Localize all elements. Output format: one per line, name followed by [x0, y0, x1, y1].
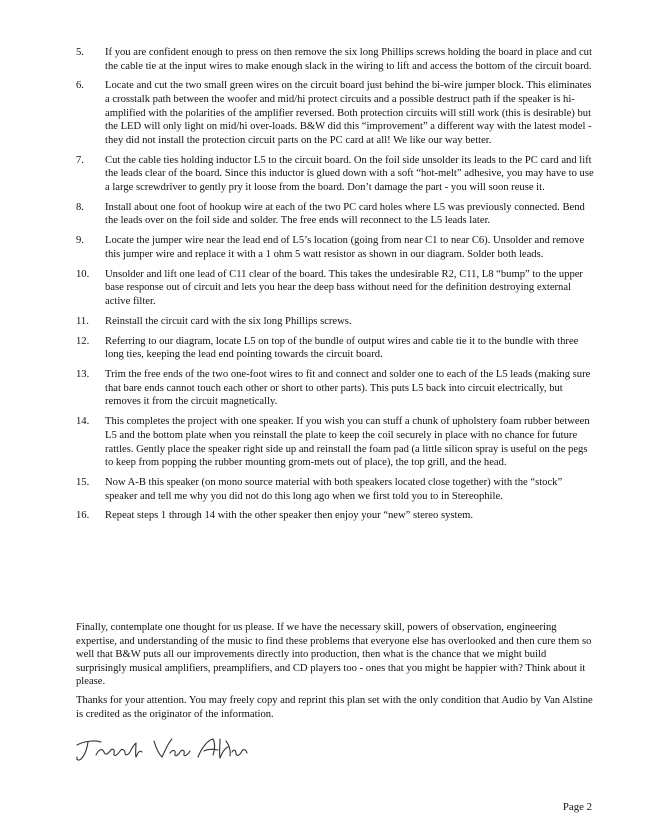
- thanks-paragraph: Thanks for your attention. You may freely copy and reprint this plan set with the only condition that Audio by Van Alstine is credited as the originator of the information.: [76, 695, 593, 720]
- step-number: 12.: [76, 335, 90, 347]
- step-text: Locate and cut the two small green wires on the circuit board just behind the bi-wire jumper block. This eliminates a crosstalk path between the woofer and mid/hi protect circuits and a possible destruct path if the speaker is hi-amplified with the polarities of the amplifier reversed. Both protection circuits will still work (this is desirable) but the LED will only light on mid/hi over-loads. B&W did this “improvement” a different way with the latest model - they did not install the protection circuit parts on the PC card at all! We like our way better.: [105, 80, 592, 146]
- step-item: [76, 335, 594, 362]
- step-text: Trim the free ends of the two one-foot wires to fit and connect and solder one to each of the L5 leads (making sure that bare ends cannot touch each other or short to other parts). This puts L5 back into circuit electrically, but removes it from the circuit magnetically.: [105, 369, 591, 408]
- step-item: [76, 476, 594, 503]
- step-text: This completes the project with one speaker. If you wish you can stuff a chunk of upholstery foam rubber between L5 and the bottom plate when you reinstall the plate to keep the coil securely in place with no chance for future rattles. Gently place the speaker right side up and reinstall the foam pad (a little silicon spray is useful on the pegs to keep from popping the rubber mounting grom-mets out of place), the top grill, and the head.: [105, 416, 590, 469]
- step-item: [76, 46, 594, 73]
- instruction-steps-list: [76, 46, 594, 529]
- page-number: Page 2: [562, 801, 592, 813]
- step-item: [76, 415, 594, 469]
- step-item: [76, 154, 594, 195]
- step-text: Referring to our diagram, locate L5 on top of the bundle of output wires and cable tie it to the bundle with three long ties, keeping the lead end pointing towards the circuit board.: [105, 335, 579, 361]
- step-text: Unsolder and lift one lead of C11 clear of the board. This takes the undesirable R2, C11, L8 “bump” to the upper base response out of circuit and lets you hear the deep bass without need for the definition destroying external active filter.: [105, 268, 583, 307]
- step-number: 14.: [76, 416, 90, 428]
- step-item: [76, 79, 594, 147]
- step-number: 5.: [76, 47, 84, 58]
- step-number: 8.: [76, 201, 84, 213]
- step-number: 11.: [76, 315, 89, 327]
- step-item: [76, 368, 594, 409]
- step-item: [76, 234, 594, 261]
- step-number: 6.: [76, 80, 84, 92]
- step-number: 16.: [76, 510, 90, 522]
- step-number: 9.: [76, 235, 84, 247]
- closing-paragraph: Finally, contemplate one thought for us please. If we have the necessary skill, powers of observation, engineering expertise, and understanding of the music to find these problems that everyone else has overlooked and then cure them so well that B&W puts all our improvements directly into production, then what is the chance that we might build surprisingly musical amplifiers, preamplifiers, and CD players too - ones that you might be happier with? Think about it please.: [76, 622, 592, 688]
- step-item: [76, 268, 594, 309]
- step-number: 10.: [76, 268, 90, 280]
- signature-strokes: [77, 739, 247, 760]
- step-text: Cut the cable ties holding inductor L5 to the circuit board. On the foil side unsolder its leads to the PC card and lift the leads clear of the board. Since this inductor is glued down with a soft “hot-melt” adhesive, you may have to use a large screwdriver to gently pry it loose from the board. Don’t damage the part - you will soon reuse it.: [105, 154, 594, 193]
- step-item: [76, 315, 594, 329]
- handwritten-signature: [72, 731, 252, 765]
- step-number: 15.: [76, 477, 90, 488]
- step-text: Locate the jumper wire near the lead end of L5’s location (going from near C1 to near C6). Unsolder and remove this jumper wire and replace it with a 1 ohm 5 watt resistor as shown in our diagram. Solder both leads.: [105, 235, 585, 260]
- step-text: If you are confident enough to press on then remove the six long Phillips screws holding the board in place and cut the cable tie at the input wires to make enough slack in the wiring to lift and access the bottom of the circuit board.: [105, 47, 592, 72]
- step-text: Install about one foot of hookup wire at each of the two PC card holes where L5 was previously connected. Bend the leads over on the foil side and solder. The free ends will reconnect to the L5 leads later.: [105, 201, 585, 227]
- step-text: Reinstall the circuit card with the six long Phillips screws.: [105, 315, 352, 327]
- step-text: Repeat steps 1 through 14 with the other speaker then enjoy your “new” stereo system.: [105, 510, 474, 522]
- step-text: Now A-B this speaker (on mono source material with both speakers located close together) with the “stock” speaker and tell me why you did not do this long ago when we first told you to in Stereophile.: [105, 477, 563, 502]
- step-number: 13.: [76, 369, 90, 381]
- step-number: 7.: [76, 154, 84, 166]
- step-item: [76, 509, 594, 523]
- step-item: [76, 201, 594, 228]
